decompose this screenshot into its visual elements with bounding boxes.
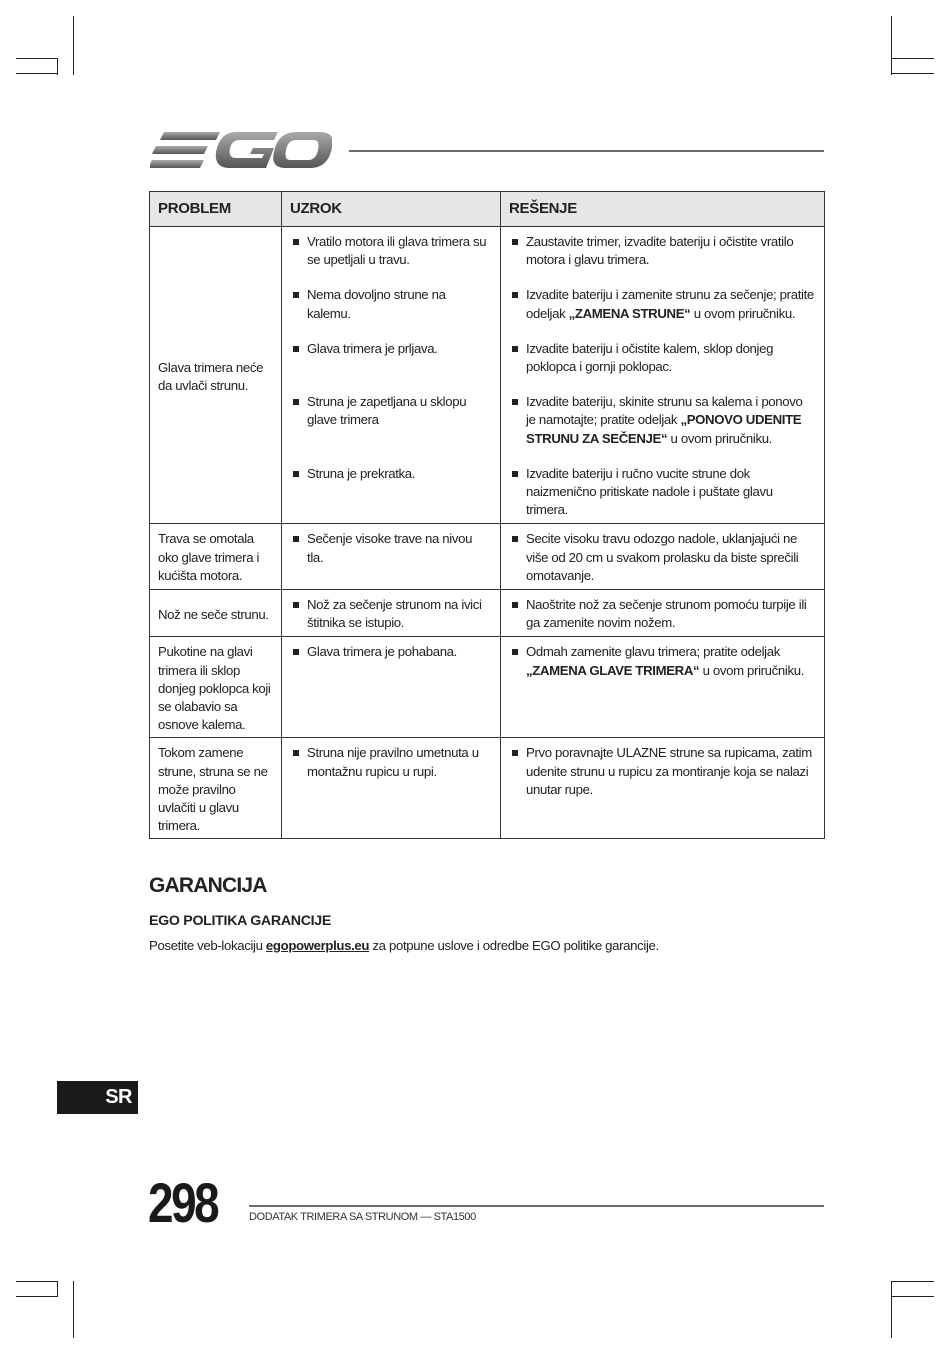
solution-text: Odmah zamenite glavu trimera; pratite odeljak bbox=[526, 644, 780, 660]
cause-text: Nema dovoljno strune na kalemu. bbox=[307, 287, 446, 321]
crop-mark bbox=[57, 1281, 58, 1297]
bullet-icon bbox=[293, 399, 299, 405]
table-row bbox=[150, 524, 825, 590]
bullet-icon bbox=[293, 602, 299, 608]
problem-cell: Tokom zamene strune, struna se ne može pravilno uvlačiti u glavu trimera. bbox=[150, 738, 282, 839]
bullet-icon bbox=[512, 649, 518, 655]
crop-mark bbox=[891, 16, 892, 75]
crop-mark bbox=[16, 1296, 58, 1297]
problem-cell: Pukotine na glavi trimera ili sklop donjeg poklopca koji se olabavio sa osnove kalema. bbox=[150, 637, 282, 738]
section-reference: „ZAMENA GLAVE TRIMERA“ bbox=[526, 662, 700, 678]
cause-cell bbox=[282, 334, 501, 387]
column-header-problem: PROBLEM bbox=[150, 192, 282, 227]
warranty-text bbox=[149, 938, 659, 953]
solution-cell bbox=[501, 637, 825, 738]
cause-text: Struna je prekratka. bbox=[307, 465, 416, 481]
solution-text: Izvadite bateriju i ručno vucite strune dok naizmenično pritiskate nadole i puštate glavu trimera. bbox=[526, 465, 773, 518]
footer-rule bbox=[249, 1205, 824, 1207]
bullet-icon bbox=[512, 602, 518, 608]
solution-text: u ovom priručniku. bbox=[699, 662, 805, 678]
problem-cell: Trava se omotala oko glave trimera i kućišta motora. bbox=[150, 524, 282, 590]
solution-cell bbox=[501, 590, 825, 637]
solution-text: Izvadite bateriju i očistite kalem, sklop donjeg poklopca i gornji poklopac. bbox=[526, 340, 774, 375]
crop-mark bbox=[892, 1296, 934, 1297]
bullet-icon bbox=[512, 292, 518, 298]
solution-cell bbox=[501, 280, 825, 333]
bullet-icon bbox=[293, 346, 299, 352]
cause-text: Glava trimera je prljava. bbox=[307, 340, 438, 356]
warranty-text-end: za potpune uslove i odredbe EGO politike garancije. bbox=[369, 938, 659, 953]
problem-cell: Nož ne seče strunu. bbox=[150, 590, 282, 637]
bullet-icon bbox=[293, 750, 299, 756]
cause-cell bbox=[282, 280, 501, 333]
cause-cell bbox=[282, 590, 501, 637]
cause-cell bbox=[282, 387, 501, 459]
cause-cell bbox=[282, 524, 501, 590]
crop-mark bbox=[73, 1281, 74, 1338]
solution-text: Zaustavite trimer, izvadite bateriju i očistite vratilo motora i glavu trimera. bbox=[526, 234, 794, 268]
bullet-icon bbox=[512, 239, 518, 245]
ego-logo bbox=[150, 128, 332, 172]
solution-text: Izvadite bateriju, skinite strunu sa kalema i ponovo je namotajte; pratite odeljak bbox=[526, 394, 803, 428]
crop-mark bbox=[891, 1281, 892, 1338]
section-reference: „PONOVO UDENITE STRUNU ZA SEČENJE“ bbox=[526, 412, 802, 446]
column-header-cause: UZROK bbox=[282, 192, 501, 227]
bullet-icon bbox=[293, 292, 299, 298]
crop-mark bbox=[892, 73, 934, 74]
cause-cell bbox=[282, 738, 501, 839]
solution-text: Secite visoku travu odozgo nadole, uklanjajući ne više od 20 cm u svakom prolasku da biste sprečili omotavanje. bbox=[526, 531, 799, 583]
troubleshooting-table bbox=[149, 191, 825, 839]
table-row bbox=[150, 637, 825, 738]
crop-mark bbox=[16, 73, 58, 74]
solution-text: u ovom priručniku. bbox=[667, 430, 772, 446]
bullet-icon bbox=[293, 649, 299, 655]
solution-cell bbox=[501, 387, 825, 459]
table-row bbox=[150, 227, 825, 281]
crop-mark bbox=[892, 58, 934, 59]
cause-text: Struna je zapetljana u sklopu glave trimera bbox=[307, 394, 467, 428]
bullet-icon bbox=[512, 750, 518, 756]
crop-mark bbox=[16, 58, 58, 59]
cause-text: Struna nije pravilno umetnuta u montažnu rupicu u rupi. bbox=[307, 745, 479, 779]
cause-cell bbox=[282, 227, 501, 281]
footer-title: DODATAK TRIMERA SA STRUNOM — STA1500 bbox=[249, 1211, 476, 1223]
solution-text: Prvo poravnajte ULAZNE strune sa rupicama, zatim udenite strunu u rupicu za montiranje koja se nalazi unutar rupe. bbox=[526, 745, 812, 797]
problem-cell: Glava trimera neće da uvlači strunu. bbox=[150, 227, 282, 524]
bullet-icon bbox=[512, 346, 518, 352]
cause-cell bbox=[282, 459, 501, 524]
bullet-icon bbox=[293, 536, 299, 542]
bullet-icon bbox=[512, 471, 518, 477]
crop-mark bbox=[892, 1281, 934, 1282]
section-title: GARANCIJA bbox=[149, 874, 267, 897]
solution-cell bbox=[501, 459, 825, 524]
table-header-row bbox=[150, 192, 825, 227]
cause-text: Sečenje visoke trave na nivou tla. bbox=[307, 531, 473, 565]
bullet-icon bbox=[512, 399, 518, 405]
solution-text: u ovom priručniku. bbox=[690, 305, 796, 321]
table-row bbox=[150, 590, 825, 637]
section-reference: „ZAMENA STRUNE“ bbox=[568, 305, 691, 321]
table-row bbox=[150, 738, 825, 839]
solution-cell bbox=[501, 227, 825, 281]
solution-cell bbox=[501, 738, 825, 839]
solution-text: Naoštrite nož za sečenje strunom pomoću turpije ili ga zamenite novim nožem. bbox=[526, 597, 807, 631]
bullet-icon bbox=[293, 471, 299, 477]
bullet-icon bbox=[293, 239, 299, 245]
warranty-text-start: Posetite veb-lokaciju bbox=[149, 938, 266, 953]
crop-mark bbox=[16, 1281, 58, 1282]
warranty-link[interactable]: egopowerplus.eu bbox=[265, 938, 370, 953]
column-header-solution: REŠENJE bbox=[501, 192, 825, 227]
section-subtitle: EGO POLITIKA GARANCIJE bbox=[149, 913, 332, 929]
cause-text: Nož za sečenje strunom na ivici štitnika se istupio. bbox=[307, 597, 482, 631]
header-rule bbox=[349, 150, 824, 152]
solution-cell bbox=[501, 334, 825, 387]
language-tab: SR bbox=[57, 1081, 138, 1114]
bullet-icon bbox=[512, 536, 518, 542]
crop-mark bbox=[73, 16, 74, 75]
cause-cell bbox=[282, 637, 501, 738]
solution-text: Izvadite bateriju i zamenite strunu za sečenje; pratite odeljak bbox=[526, 287, 814, 321]
cause-text: Vratilo motora ili glava trimera su se upetljali u travu. bbox=[307, 234, 487, 268]
cause-text: Glava trimera je pohabana. bbox=[307, 644, 457, 660]
solution-cell bbox=[501, 524, 825, 590]
page-number: 298 bbox=[148, 1171, 218, 1234]
